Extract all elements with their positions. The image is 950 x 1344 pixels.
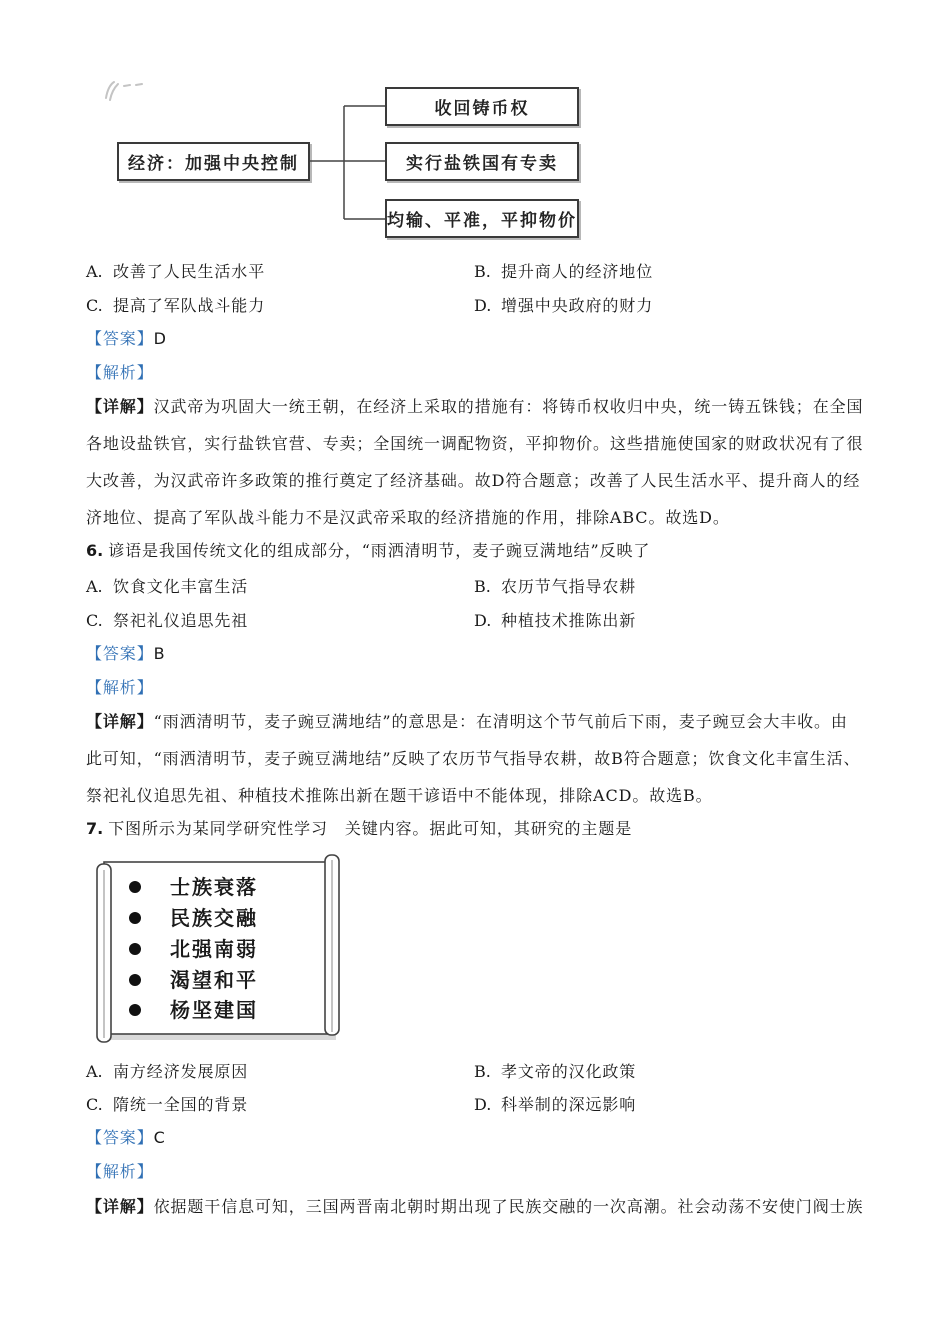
bullet-icon bbox=[129, 943, 141, 955]
q6-detail-line-2: 此可知，“雨洒清明节，麦子豌豆满地结”反映了农历节气指导农耕，故B符合题意；饮食文化丰富生活、 bbox=[86, 749, 861, 768]
scroll-item-2: 民族交融 bbox=[170, 906, 258, 930]
q5-analysis bbox=[86, 361, 154, 385]
detail-label: 【详解】 bbox=[86, 1197, 154, 1216]
q7-option-c bbox=[86, 1093, 248, 1117]
scroll-item-4: 渴望和平 bbox=[170, 968, 258, 992]
detail-text: 汉武帝为巩固大一统王朝，在经济上采取的措施有：将铸币权收归中央，统一铸五铢钱；在全国 bbox=[153, 397, 864, 416]
option-letter: D. bbox=[474, 296, 492, 315]
option-letter: C. bbox=[86, 611, 103, 630]
q5-answer bbox=[86, 327, 166, 351]
q5-option-d bbox=[474, 294, 653, 318]
option-letter: A. bbox=[86, 577, 103, 596]
q7-answer bbox=[86, 1126, 165, 1150]
bullet-icon bbox=[129, 1004, 141, 1016]
q5-option-c bbox=[86, 294, 265, 318]
option-letter: D. bbox=[474, 1095, 492, 1114]
option-letter: C. bbox=[86, 296, 103, 315]
question-text: 谚语是我国传统文化的组成部分，“雨洒清明节，麦子豌豆满地结”反映了 bbox=[108, 541, 651, 560]
option-text: 科举制的深远影响 bbox=[501, 1095, 637, 1114]
scroll-item-3: 北强南弱 bbox=[170, 937, 258, 961]
q6-detail-line-1 bbox=[86, 710, 848, 734]
bullet-icon bbox=[129, 974, 141, 986]
option-text: 提高了军队战斗能力 bbox=[113, 296, 266, 315]
option-text: 提升商人的经济地位 bbox=[501, 262, 654, 281]
scroll-item-5: 杨坚建国 bbox=[170, 998, 258, 1022]
diagram-box-salt-iron: 实行盐铁国有专卖 bbox=[385, 142, 579, 181]
q7-option-d bbox=[474, 1093, 636, 1117]
answer-value: D bbox=[153, 329, 166, 348]
option-text: 增强中央政府的财力 bbox=[501, 296, 654, 315]
option-letter: A. bbox=[86, 262, 103, 281]
option-text: 改善了人民生活水平 bbox=[113, 262, 266, 281]
option-text: 祭祀礼仪追思先祖 bbox=[113, 611, 249, 630]
q7-analysis bbox=[86, 1160, 154, 1184]
question-number: 6. bbox=[86, 541, 104, 560]
option-letter: D. bbox=[474, 611, 492, 630]
q5-detail-line-4: 济地位、提高了军队战斗能力不是汉武帝采取的经济措施的作用，排除ABC。故选D。 bbox=[86, 508, 730, 527]
q6-option-a bbox=[86, 575, 248, 599]
q5-detail-line-2: 各地设盐铁官，实行盐铁官营、专卖；全国统一调配物资，平抑物价。这些措施使国家的财政状况有了很 bbox=[86, 434, 864, 453]
detail-text: “雨洒清明节，麦子豌豆满地结”的意思是：在清明这个节气前后下雨，麦子豌豆会大丰收。由 bbox=[153, 712, 848, 731]
diagram-box-coinage: 收回铸币权 bbox=[385, 87, 579, 126]
option-text: 孝文帝的汉化政策 bbox=[501, 1062, 637, 1081]
option-letter: C. bbox=[86, 1095, 103, 1114]
option-letter: B. bbox=[474, 1062, 491, 1081]
answer-value: C bbox=[153, 1128, 165, 1147]
q6-detail-line-3: 祭祀礼仪追思先祖、种植技术推陈出新在题干谚语中不能体现，排除ACD。故选B。 bbox=[86, 786, 713, 805]
answer-label: 【答案】 bbox=[86, 329, 154, 348]
detail-label: 【详解】 bbox=[86, 397, 154, 416]
q6-stem bbox=[86, 539, 650, 563]
option-letter: A. bbox=[86, 1062, 103, 1081]
q6-answer bbox=[86, 642, 165, 666]
diagram-main-box: 经济：加强中央控制 bbox=[117, 142, 310, 181]
question-number: 7. bbox=[86, 819, 104, 838]
q5-detail-line-1 bbox=[86, 395, 863, 419]
detail-text: 依据题干信息可知，三国两晋南北朝时期出现了民族交融的一次高潮。社会动荡不安使门阀士族 bbox=[153, 1197, 864, 1216]
bullet-icon bbox=[129, 912, 141, 924]
q6-option-b bbox=[474, 575, 636, 599]
corner-mark-icon bbox=[100, 76, 148, 104]
q7-option-a bbox=[86, 1060, 248, 1084]
q6-analysis bbox=[86, 676, 154, 700]
analysis-label: 【解析】 bbox=[86, 1162, 154, 1181]
q5-detail-line-3: 大改善，为汉武帝许多政策的推行奠定了经济基础。故D符合题意；改善了人民生活水平、提升商人的经 bbox=[86, 471, 861, 490]
q5-option-a bbox=[86, 260, 265, 284]
q7-stem bbox=[86, 817, 632, 841]
question-text: 下图所示为某同学研究性学习 关键内容。据此可知，其研究的主题是 bbox=[108, 819, 633, 838]
option-text: 南方经济发展原因 bbox=[113, 1062, 249, 1081]
q6-option-d bbox=[474, 609, 636, 633]
option-letter: B. bbox=[474, 577, 491, 596]
analysis-label: 【解析】 bbox=[86, 678, 154, 697]
q7-option-b bbox=[474, 1060, 636, 1084]
answer-label: 【答案】 bbox=[86, 644, 154, 663]
q5-option-b bbox=[474, 260, 653, 284]
answer-value: B bbox=[153, 644, 165, 663]
option-letter: B. bbox=[474, 262, 491, 281]
scroll-item-1: 士族衰落 bbox=[170, 875, 258, 899]
diagram-box-prices: 均输、平准，平抑物价 bbox=[385, 199, 579, 238]
answer-label: 【答案】 bbox=[86, 1128, 154, 1147]
q7-detail-line-1 bbox=[86, 1195, 863, 1219]
option-text: 农历节气指导农耕 bbox=[501, 577, 637, 596]
bullet-icon bbox=[129, 881, 141, 893]
q6-option-c bbox=[86, 609, 248, 633]
option-text: 饮食文化丰富生活 bbox=[113, 577, 249, 596]
option-text: 隋统一全国的背景 bbox=[113, 1095, 249, 1114]
analysis-label: 【解析】 bbox=[86, 363, 154, 382]
detail-label: 【详解】 bbox=[86, 712, 154, 731]
option-text: 种植技术推陈出新 bbox=[501, 611, 637, 630]
